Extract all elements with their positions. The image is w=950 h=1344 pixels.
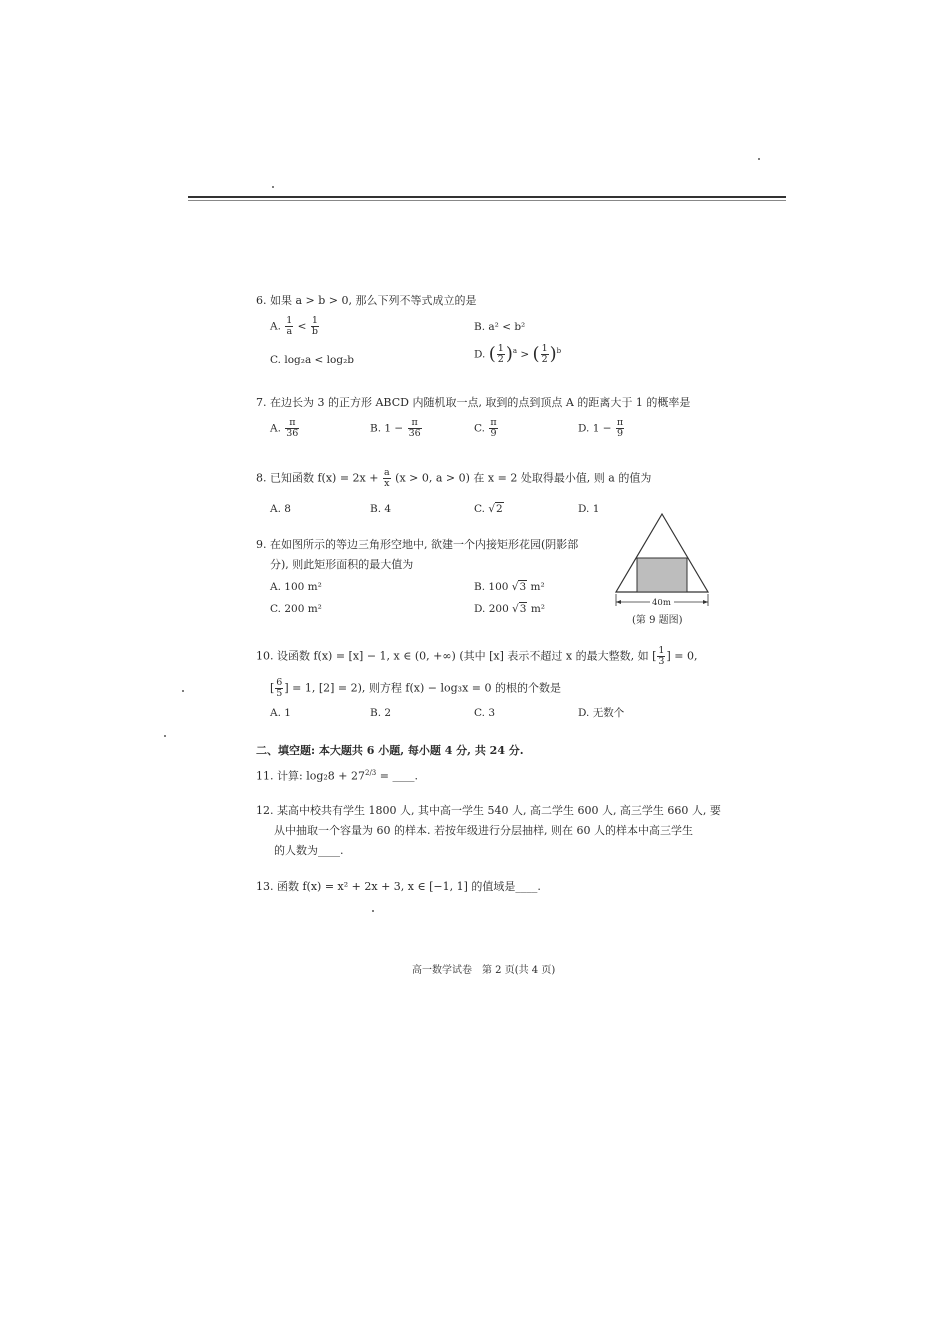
scan-speck: [372, 910, 374, 912]
q11-text: 11. 计算: $\log_28 + 27^{2/3}$ = ____.: [256, 769, 418, 783]
q10-option-a: A. 1: [270, 707, 291, 719]
q9-option-d: D. 200 √3 m²: [474, 603, 545, 615]
scan-speck: [758, 158, 760, 160]
q10-option-c: C. 3: [474, 707, 496, 719]
q8-option-a: A. 8: [270, 503, 291, 515]
q6-option-b: B. a² < b²: [474, 321, 526, 333]
q7-option-c: C. $\frac{\pi}{9}$: [474, 417, 497, 439]
q6-option-c: C. log₂a < log₂b: [270, 354, 355, 366]
q9-option-c: C. 200 m²: [270, 603, 322, 615]
q6-a-label: A.: [270, 320, 281, 333]
q10-stem-line2: [ $\frac{6}{5}$ ] = 1, [2] = 2), 则方程 f(x) − log₃x = 0 的根的个数是: [270, 677, 561, 699]
page-footer: 高一数学试卷 第 2 页(共 4 页): [412, 965, 556, 976]
q9-option-a: A. 100 m²: [270, 581, 322, 593]
q12-line2: 从中抽取一个容量为 60 的样本. 若按年级进行分层抽样, 则在 60 人的样本中高三学生: [274, 824, 693, 837]
q8-option-c: C. √2: [474, 503, 503, 515]
q12-line1: 12. 某高中校共有学生 1800 人, 其中高一学生 540 人, 高二学生 600 人, 高三学生 660 人, 要: [256, 804, 721, 817]
q6-d-frac1: $\frac{1}{2}$: [497, 343, 504, 365]
q6-stem: 6. 如果 a > b > 0, 那么下列不等式成立的是: [256, 294, 477, 307]
q9-figure: [608, 510, 718, 630]
q10-option-b: B. 2: [370, 707, 392, 719]
q13-text: 13. 函数 f(x) = x² + 2x + 3, x ∈ [−1, 1] 的值域是____.: [256, 880, 541, 893]
scan-speck: [164, 735, 166, 737]
header-rule-thin: [188, 200, 786, 201]
q7-option-d: D. 1 − $\frac{\pi}{9}$: [578, 417, 624, 439]
q7-stem: 7. 在边长为 3 的正方形 ABCD 内随机取一点, 取到的点到顶点 A 的距离大于 1 的概率是: [256, 396, 691, 409]
q6-d-frac2: $\frac{1}{2}$: [541, 343, 548, 365]
q9-stem-line1: 9. 在如图所示的等边三角形空地中, 欲建一个内接矩形花园(阴影部: [256, 538, 579, 551]
q6-option-a: [270, 316, 320, 337]
shaded-rectangle: [637, 558, 687, 592]
q8-stem: 8. 已知函数 f(x) = 2x + $\frac{a}{x}$ (x > 0, a > 0) 在 x = 2 处取得最小值, 则 a 的值为: [256, 467, 652, 489]
q10-option-d: D. 无数个: [578, 707, 625, 719]
q12-line3: 的人数为____.: [274, 844, 344, 857]
q9-stem-line2: 分), 则此矩形面积的最大值为: [270, 558, 414, 571]
q9-option-b: B. 100 √3 m²: [474, 581, 545, 593]
scan-speck: [272, 186, 274, 188]
q10-stem-line1: 10. 设函数 f(x) = [x] − 1, x ∈ (0, +∞) (其中 [x] 表示不超过 x 的最大整数, 如 [ $\frac{1}{3}$ ] = 0,: [256, 645, 698, 667]
section-fill-in-heading: 二、填空题: 本大题共 6 小题, 每小题 4 分, 共 24 分.: [256, 744, 524, 757]
q9-fig-caption: (第 9 题图): [632, 615, 683, 626]
q8-option-b: B. 4: [370, 503, 392, 515]
q6-option-d: D. ( $\frac{1}{2}$ )$^a$ > ( $\frac{1}{2}$ )$^b$: [474, 343, 562, 365]
triangle-diagram: [608, 510, 718, 630]
header-rule: [188, 196, 786, 198]
q8-option-d: D. 1: [578, 503, 600, 515]
scan-speck: [182, 690, 184, 692]
q6-a-frac2: $\frac{1}{b}$: [311, 315, 318, 337]
q9-fig-dimension: 40m: [652, 598, 671, 608]
q7-option-b: B. 1 − $\frac{\pi}{36}$: [370, 417, 421, 439]
q7-option-a: A. $\frac{\pi}{36}$: [270, 417, 299, 439]
q6-a-rel: <: [297, 320, 307, 333]
q6-a-frac1: $\frac{1}{a}$: [286, 315, 293, 337]
